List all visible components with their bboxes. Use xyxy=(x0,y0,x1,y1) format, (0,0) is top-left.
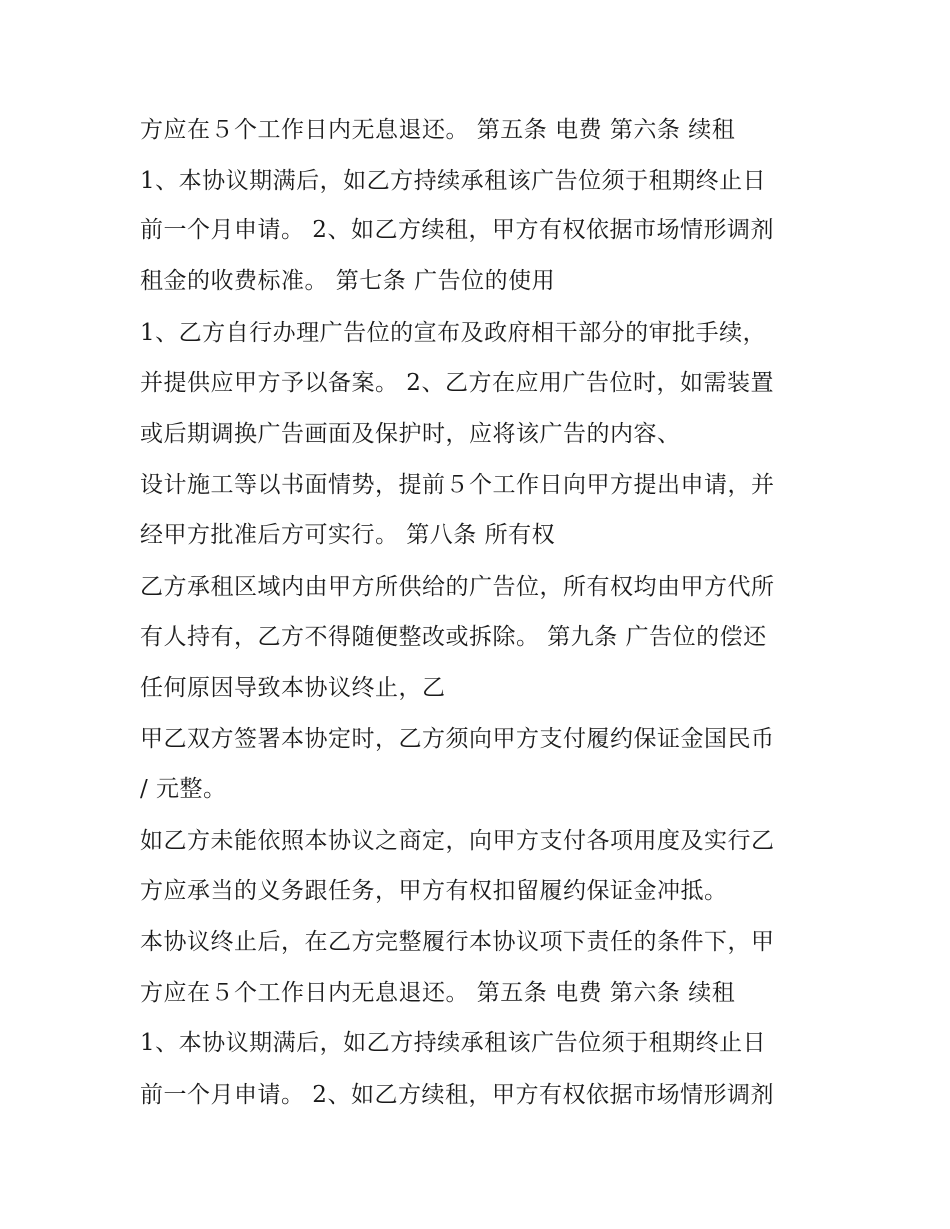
text-line: 有人持有，乙方不得随便整改或拆除。 第九条 广告位的偿还 xyxy=(140,624,767,650)
text-line: 租金的收费标准。 第七条 广告位的使用 xyxy=(140,268,556,294)
text-line: 前一个月申请。 2、如乙方续租，甲方有权依据市场情形调剂 xyxy=(140,217,774,243)
text-line: 1、本协议期满后，如乙方持续承租该广告位须于租期终止日 xyxy=(140,1030,767,1056)
text-line: 如乙方未能依照本协议之商定，向甲方支付各项用度及实行乙 xyxy=(140,828,775,854)
text-line: 前一个月申请。 2、如乙方续租，甲方有权依据市场情形调剂 xyxy=(140,1082,774,1108)
text-line: / 元整。 xyxy=(140,776,227,802)
text-line: 本协议终止后，在乙方完整履行本协议项下责任的条件下，甲 xyxy=(140,929,775,955)
text-line: 任何原因导致本协议终止，乙 xyxy=(140,675,446,701)
text-line: 甲乙双方签署本协定时，乙方须向甲方支付履约保证金国民币 xyxy=(140,726,775,752)
text-line: 经甲方批准后方可实行。 第八条 所有权 xyxy=(140,522,556,548)
text-line: 方应在５个工作日内无息退还。 第五条 电费 第六条 续租 xyxy=(140,117,736,143)
text-line: 或后期调换广告画面及保护时，应将该广告的内容、 xyxy=(140,421,681,447)
text-line: 方应在５个工作日内无息退还。 第五条 电费 第六条 续租 xyxy=(140,980,736,1006)
text-line: 1、乙方自行办理广告位的宣布及政府相干部分的审批手续， xyxy=(140,320,767,346)
text-line: 并提供应甲方予以备案。 2、乙方在应用广告位时，如需装置 xyxy=(140,370,774,396)
text-line: 方应承当的义务跟任务，甲方有权扣留履约保证金冲抵。 xyxy=(140,878,728,904)
text-line: 设计施工等以书面情势，提前５个工作日向甲方提出申请，并 xyxy=(140,472,775,498)
text-line: 1、本协议期满后，如乙方持续承租该广告位须于租期终止日 xyxy=(140,168,767,194)
text-line: 乙方承租区域内由甲方所供给的广告位，所有权均由甲方代所 xyxy=(140,574,775,600)
